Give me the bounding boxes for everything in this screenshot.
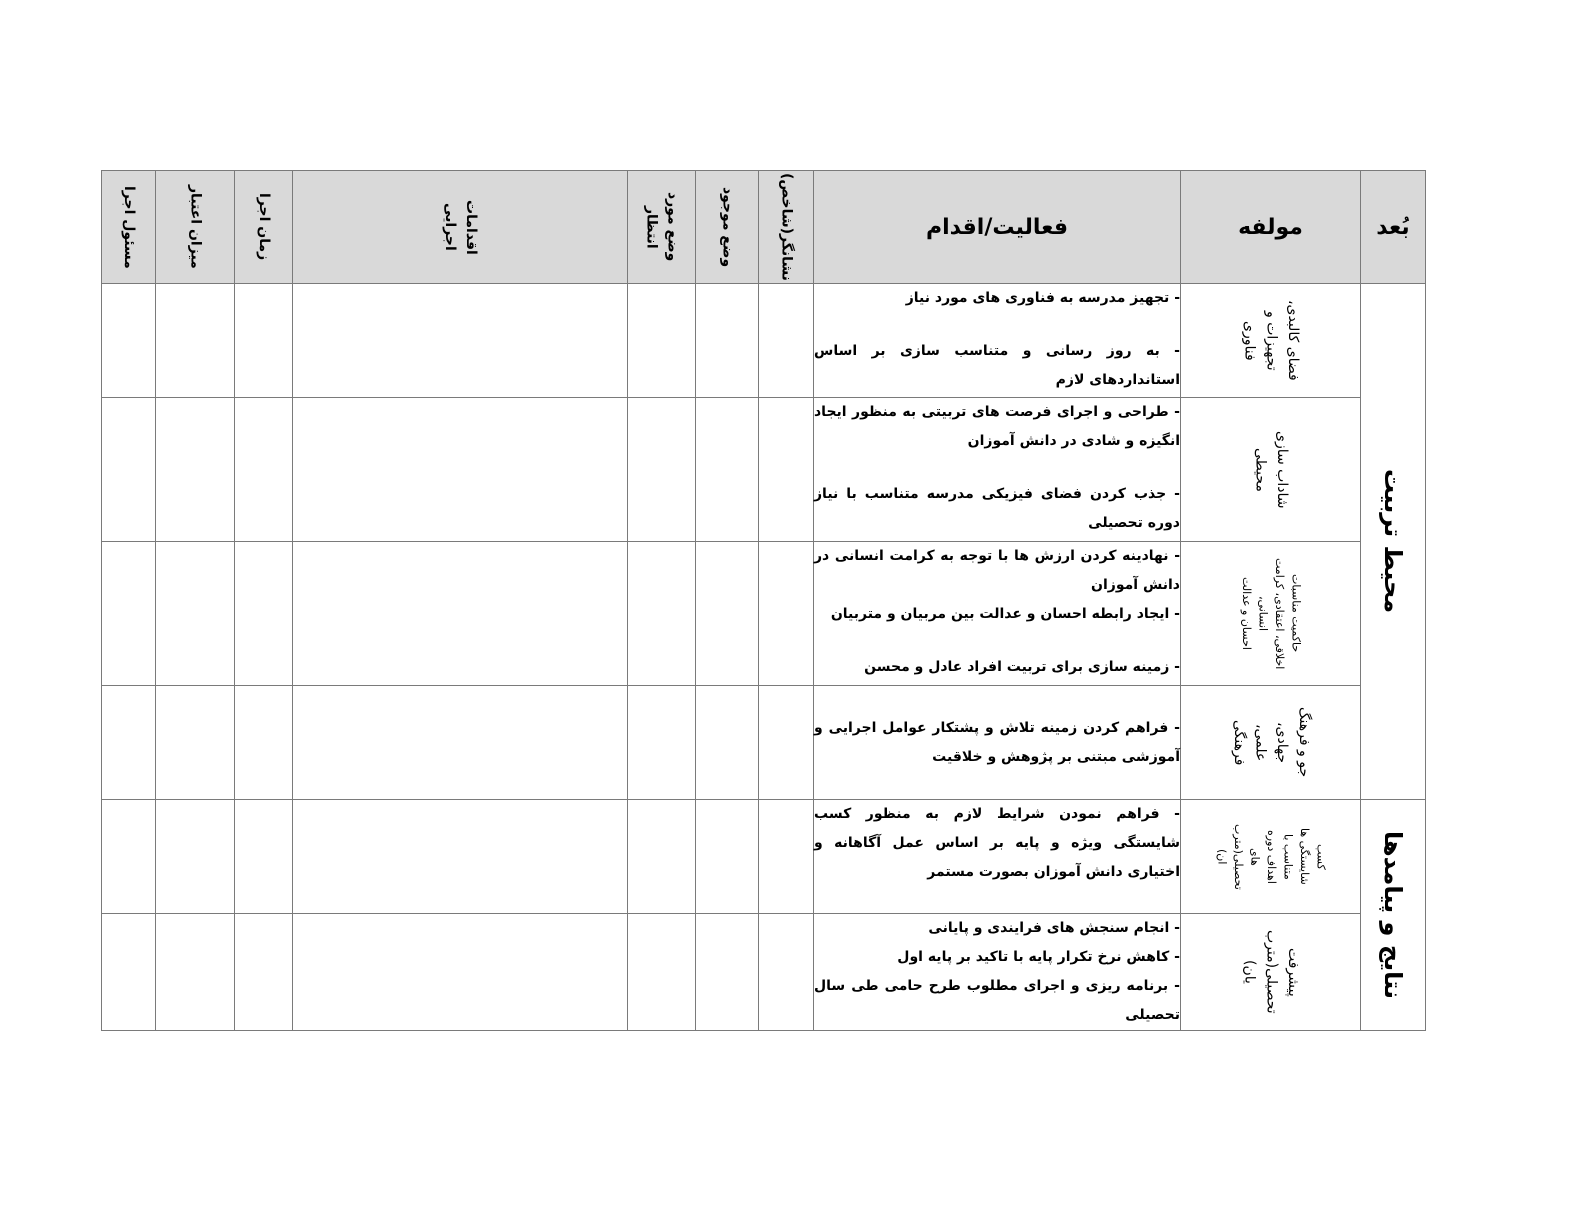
budget-cell[interactable]	[156, 914, 235, 1031]
activity-item: - تجهیز مدرسه به فناوری های مورد نیاز	[905, 290, 1180, 306]
table-row	[102, 686, 1426, 800]
table-row	[102, 398, 1426, 542]
activity-cell	[814, 686, 1181, 800]
responsible-cell[interactable]	[102, 914, 156, 1031]
current-status-cell[interactable]	[696, 914, 759, 1031]
header-current-status: وضع موجود	[696, 171, 759, 284]
activity-item: - به روز رسانی و متناسب سازی بر اساس استانداردهای لازم	[814, 343, 1180, 388]
expected-status-cell[interactable]	[628, 284, 696, 398]
actions-cell[interactable]	[293, 914, 628, 1031]
time-cell[interactable]	[235, 686, 293, 800]
time-cell[interactable]	[235, 542, 293, 686]
current-status-cell[interactable]	[696, 398, 759, 542]
activity-cell	[814, 800, 1181, 914]
header-actions: اقدامات اجرایی	[293, 171, 628, 284]
expected-status-cell[interactable]	[628, 542, 696, 686]
activity-item: - انجام سنجش های فرایندی و پایانی	[928, 920, 1180, 936]
actions-cell[interactable]	[293, 398, 628, 542]
indicator-cell[interactable]	[759, 686, 814, 800]
component-cell: کسب شایستگی ها متناسب با اهداف دوره های تحصیلی(مترب ان)	[1181, 800, 1361, 914]
activity-item: - ایجاد رابطه احسان و عدالت بین مربیان و متربیان	[830, 606, 1180, 622]
expected-status-cell[interactable]	[628, 398, 696, 542]
actions-cell[interactable]	[293, 542, 628, 686]
table-row	[102, 914, 1426, 1031]
activity-cell	[814, 914, 1181, 1031]
indicator-cell[interactable]	[759, 284, 814, 398]
activity-item: - فراهم کردن زمینه تلاش و پشتکار عوامل اجرایی و آموزشی مبتنی بر پژوهش و خلاقیت	[814, 719, 1180, 765]
component-cell: پیشرفت تحصیلی(مترب یان)	[1181, 914, 1361, 1031]
responsible-cell[interactable]	[102, 398, 156, 542]
budget-cell[interactable]	[156, 686, 235, 800]
dimension-cell: محیط تربیت	[1361, 284, 1426, 800]
activity-item: - کاهش نرخ تکرار پایه با تاکید بر پایه اول	[897, 949, 1180, 965]
responsible-cell[interactable]	[102, 800, 156, 914]
current-status-cell[interactable]	[696, 542, 759, 686]
component-cell: جو و فرهنگ جهادی، علمی، فرهنگی	[1181, 686, 1361, 800]
current-status-cell[interactable]	[696, 800, 759, 914]
activity-item: - جذب کردن فضای فیزیکی مدرسه متناسب با نیاز دوره تحصیلی	[814, 486, 1180, 531]
component-cell: فضای کالبدی، تجهیزات و فناوری	[1181, 284, 1361, 398]
actions-cell[interactable]	[293, 800, 628, 914]
budget-cell[interactable]	[156, 542, 235, 686]
header-activity: فعالیت/اقدام	[814, 171, 1181, 284]
expected-status-cell[interactable]	[628, 686, 696, 800]
budget-cell[interactable]	[156, 284, 235, 398]
header-row	[102, 171, 1426, 284]
indicator-cell[interactable]	[759, 542, 814, 686]
responsible-cell[interactable]	[102, 686, 156, 800]
responsible-cell[interactable]	[102, 284, 156, 398]
time-cell[interactable]	[235, 284, 293, 398]
actions-cell[interactable]	[293, 284, 628, 398]
indicator-cell[interactable]	[759, 800, 814, 914]
activity-cell	[814, 398, 1181, 542]
operational-plan-table	[101, 170, 1426, 1031]
table-row	[102, 284, 1426, 398]
activity-item: - نهادینه کردن ارزش ها با توجه به کرامت انسانی در دانش آموزان	[814, 548, 1180, 593]
activity-item: - برنامه ریزی و اجرای مطلوب طرح حامی طی سال تحصیلی	[814, 978, 1180, 1023]
header-time: زمان اجرا	[235, 171, 293, 284]
budget-cell[interactable]	[156, 800, 235, 914]
component-cell: حاکمیت مناسبات اخلاقی، اعتقادی، کرامت انسانی، احسان و عدالت	[1181, 542, 1361, 686]
activity-item: - طراحی و اجرای فرصت های تربیتی به منظور ایجاد انگیزه و شادی در دانش آموزان	[814, 404, 1180, 449]
dimension-cell: نتایج و پیامدها	[1361, 800, 1426, 1031]
table-row	[102, 800, 1426, 914]
activity-item: - زمینه سازی برای تربیت افراد عادل و محسن	[864, 659, 1180, 675]
time-cell[interactable]	[235, 800, 293, 914]
activity-cell	[814, 542, 1181, 686]
current-status-cell[interactable]	[696, 686, 759, 800]
actions-cell[interactable]	[293, 686, 628, 800]
activity-item: - فراهم نمودن شرایط لازم به منظور کسب شایستگی ویژه و پایه بر اساس عمل آگاهانه و اختیاری دانش آموزان بصورت مستمر	[814, 806, 1180, 880]
table-row	[102, 542, 1426, 686]
budget-cell[interactable]	[156, 398, 235, 542]
expected-status-cell[interactable]	[628, 800, 696, 914]
header-responsible: مسئول اجرا	[102, 171, 156, 284]
time-cell[interactable]	[235, 398, 293, 542]
activity-cell	[814, 284, 1181, 398]
indicator-cell[interactable]	[759, 914, 814, 1031]
component-cell: شاداب سازی محیطی	[1181, 398, 1361, 542]
header-budget: میزان اعتبار	[156, 171, 235, 284]
header-component: مولفه	[1181, 171, 1361, 284]
responsible-cell[interactable]	[102, 542, 156, 686]
header-indicator: نشانگر(شاخص)	[759, 171, 814, 284]
current-status-cell[interactable]	[696, 284, 759, 398]
header-dimension: بُعد	[1361, 171, 1426, 284]
header-expected-status: وضع مورد انتظار	[628, 171, 696, 284]
time-cell[interactable]	[235, 914, 293, 1031]
indicator-cell[interactable]	[759, 398, 814, 542]
expected-status-cell[interactable]	[628, 914, 696, 1031]
